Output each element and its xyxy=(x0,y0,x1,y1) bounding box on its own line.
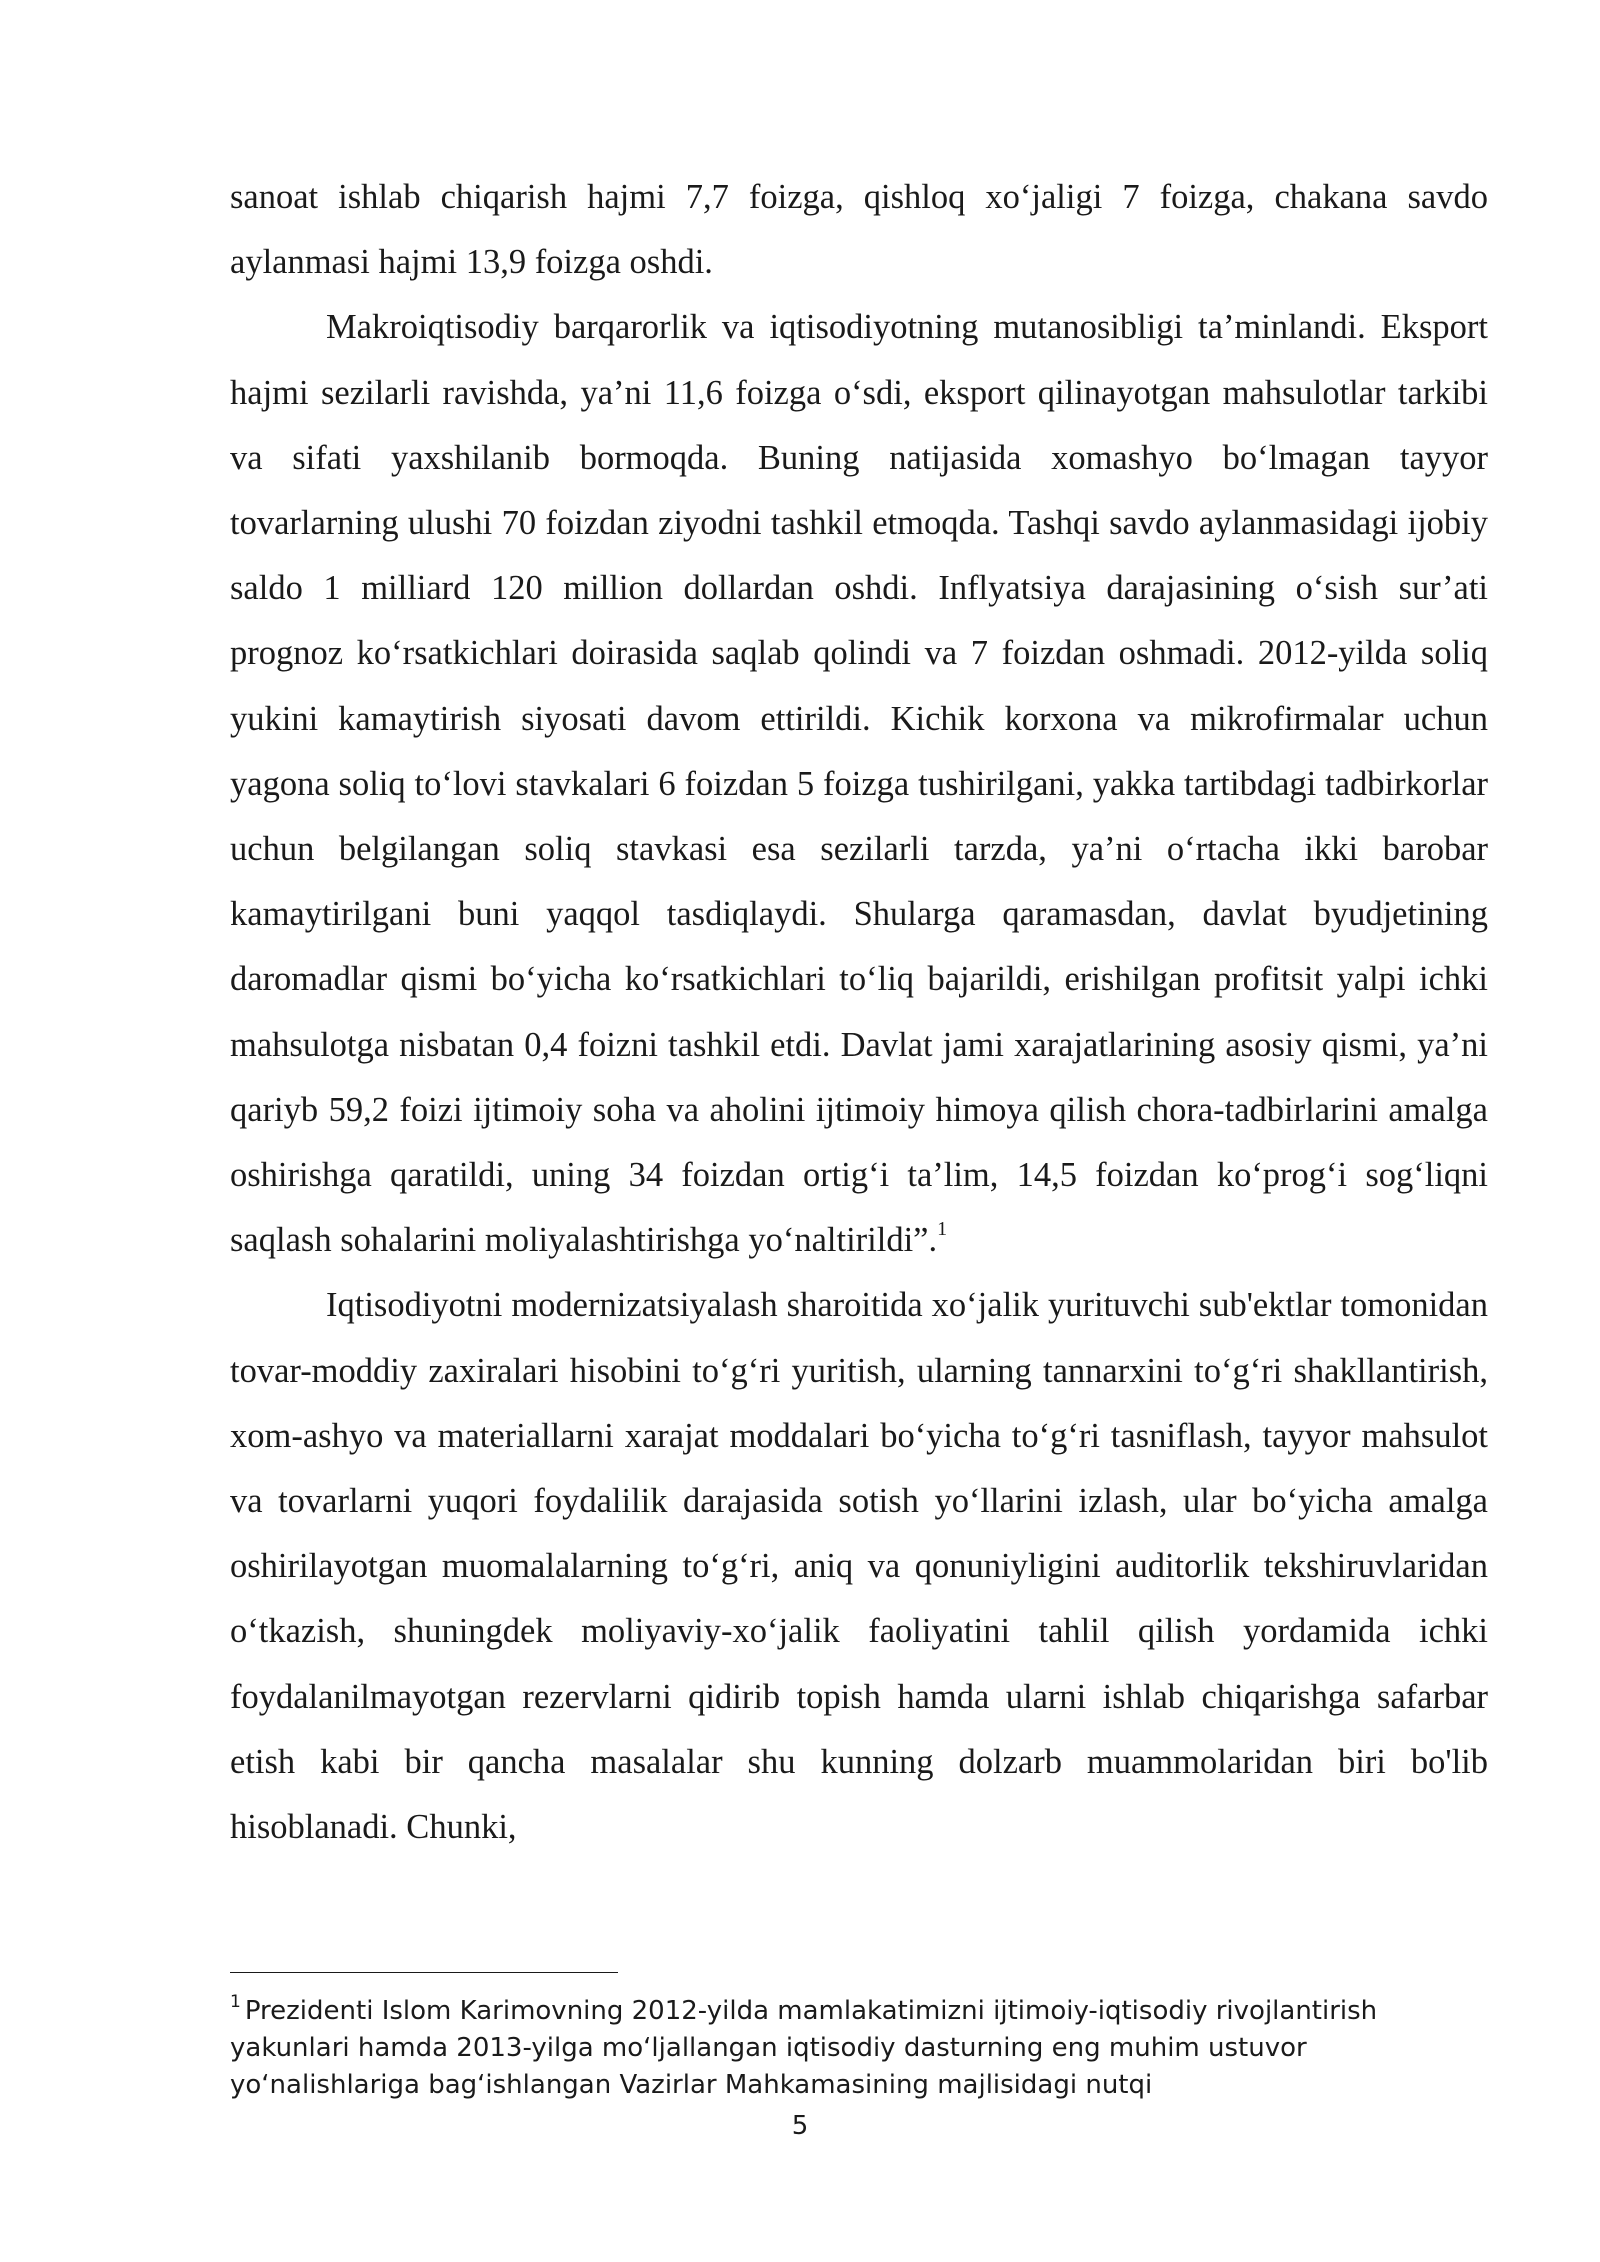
paragraph-modernization: Iqtisodiyotni modernizatsiyalash sharoitida xo‘jalik yurituvchi sub'ektlar tomonidan tovar-moddiy zaxiralari hisobini to‘g‘ri yuritish, ularning tannarxini to‘g‘ri shakllantirish, xom-ashyo va materiallarni xarajat moddalari bo‘yicha to‘g‘ri tasniflash, tayyor mahsulot va tovarlarni yuqori foydalilik darajasida sotish yo‘llarini izlash, ular bo‘yicha amalga oshirilayotgan muomalalarning to‘g‘ri, aniq va qonuniyligini auditorlik tekshiruvlaridan o‘tkazish, shuningdek moliyaviy-xo‘jalik faoliyatini tahlil qilish yordamida ichki foydalanilmayotgan rezervlarni qidirib topish hamda ularni ishlab chiqarishga safarbar etish kabi bir qancha masalalar shu kunning dolzarb muammolaridan biri bo'lib hisoblanadi. Chunki, xyxy=(230,1286,1488,1847)
paragraph-macroeconomic-stability xyxy=(230,295,1488,1273)
footnote-number: 1 xyxy=(230,1992,241,2013)
paragraph-continuation: sanoat ishlab chiqarish hajmi 7,7 foizga, qishloq xo‘jaligi 7 foizga, chakana savdo aylanmasi hajmi 13,9 foizga oshdi. xyxy=(230,178,1488,282)
paragraph-text: Makroiqtisodiy barqarorlik va iqtisodiyotning mutanosibligi ta’minlandi. Eksport hajmi sezilarli ravishda, ya’ni 11,6 foizga o‘sdi, eksport qilinayotgan mahsulotlar tarkibi va sifati yaxshilanib bormoqda. Buning natijasida xomashyo bo‘lmagan tayyor tovarlarning ulushi 70 foizdan ziyodni tashkil etmoqda. Tashqi savdo aylanmasidagi ijobiy saldo 1 milliard 120 million dollardan oshdi. Inflyatsiya darajasining o‘sish sur’ati prognoz ko‘rsatkichlari doirasida saqlab qolindi va 7 foizdan oshmadi. 2012-yilda soliq yukini kamaytirish siyosati davom ettirildi. Kichik korxona va mikrofirmalar uchun yagona soliq to‘lovi stavkalari 6 foizdan 5 foizga tushirilgani, yakka tartibdagi tadbirkorlar uchun belgilangan soliq stavkasi esa sezilarli tarzda, ya’ni o‘rtacha ikki barobar kamaytirilgani buni yaqqol tasdiqlaydi. Shularga qaramasdan, davlat byudjetining daromadlar qismi bo‘yicha ko‘rsatkichlari to‘liq bajarildi, erishilgan profitsit yalpi ichki mahsulotga nisbatan 0,4 foizni tashkil etdi. Davlat jami xarajatlarining asosiy qismi, ya’ni qariyb 59,2 foizi ijtimoiy soha va aholini ijtimoiy himoya qilish chora-tadbirlarini amalga oshirishga qaratildi, uning 34 foizdan ortig‘i ta’lim, 14,5 foizdan ko‘prog‘i sog‘liqni saqlash sohalarini moliyalashtirishga yo‘naltirildi”. xyxy=(230,308,1488,1260)
footnote-text: Prezidenti Islom Karimovning 2012-yilda mamlakatimizni ijtimoiy-iqtisodiy rivojlantirish yakunlari hamda 2013-yilga mo‘ljallangan iqtisodiy dasturning eng muhim ustuvor yo‘nalishlariga bag‘ishlangan Vazirlar Mahkamasining majlisidagi nutqi xyxy=(230,1996,1378,2100)
body-text xyxy=(230,165,1488,1860)
footnote-reference[interactable]: 1 xyxy=(937,1217,948,1240)
footnote xyxy=(230,1993,1430,2104)
page-number: 5 xyxy=(791,2111,809,2141)
footnote-separator xyxy=(230,1972,618,1973)
